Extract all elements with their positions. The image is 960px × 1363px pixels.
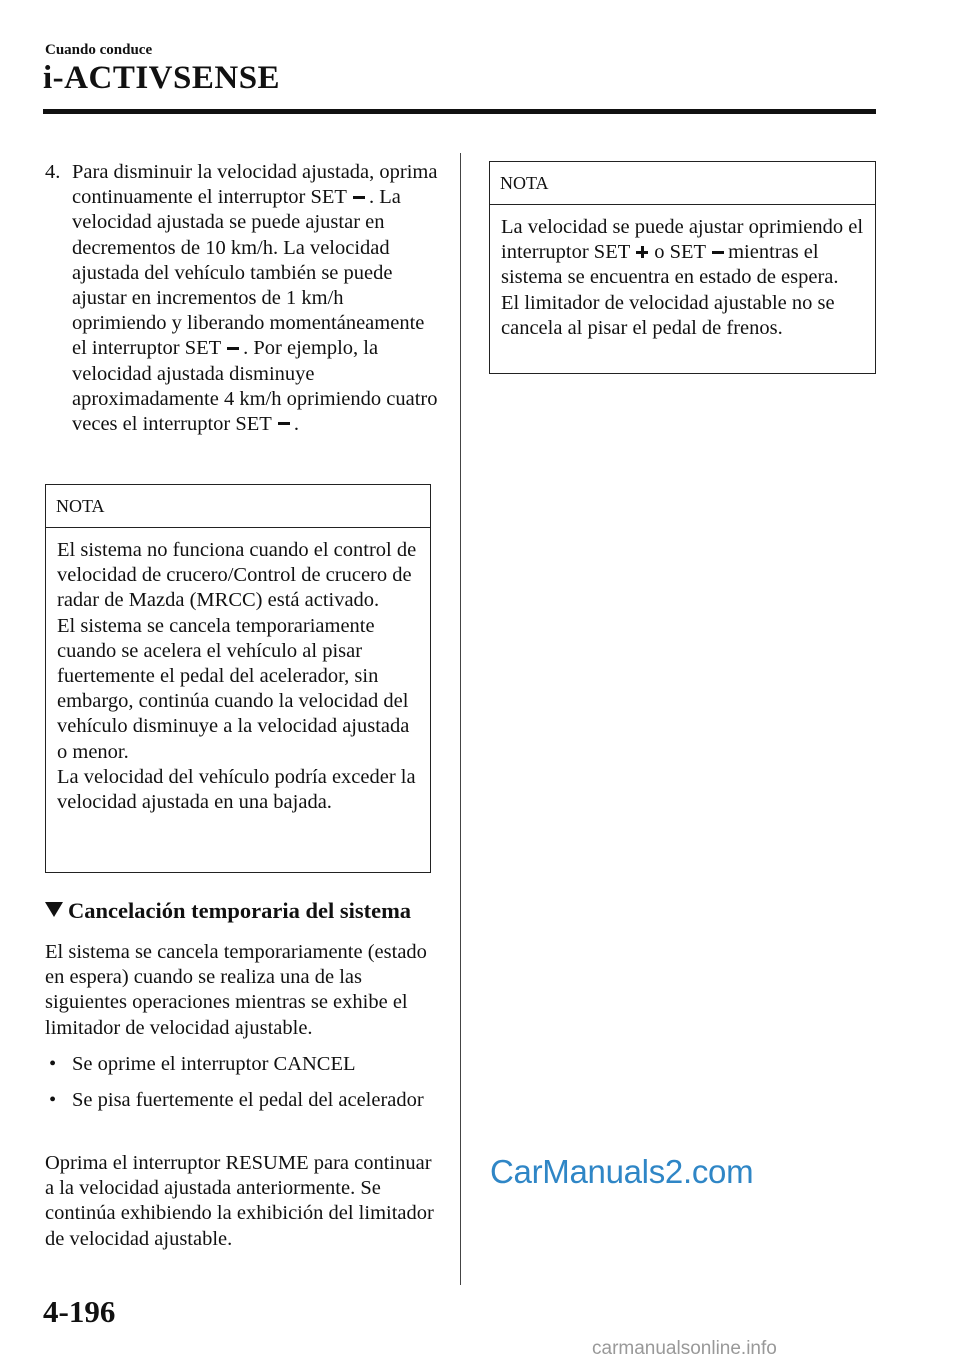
- triangle-down-icon: [45, 902, 63, 917]
- step-text-part-3: . Por ejemplo, la velocidad ajustada disminuye aproximadamente 4 km/h oprimiendo cuatro veces el interruptor SET: [72, 337, 438, 436]
- list-item: [45, 1052, 445, 1077]
- step-text-part-1: Para disminuir la velocidad ajustada, oprima continuamente el interruptor SET: [72, 161, 438, 209]
- chapter-title: i-ACTIVSENSE: [43, 60, 281, 96]
- list-item-text: Se pisa fuertemente el pedal del acelerador: [72, 1089, 424, 1112]
- note-line: [501, 215, 865, 291]
- note-body: [490, 205, 875, 341]
- minus-icon: [278, 422, 290, 425]
- step-number: 4.: [45, 161, 61, 183]
- step-text: [72, 160, 440, 437]
- list-item-text: Se oprime el interruptor CANCEL: [72, 1053, 356, 1075]
- step-text-part-2: . La velocidad ajustada se puede ajustar en decrementos de 10 km/h. La velocidad ajustada del vehículo también se puede ajustar en incrementos de 1 km/h oprimiendo y liberando momentáneamente el interruptor SET: [72, 186, 425, 360]
- note-line: El sistema no funciona cuando el control de velocidad de crucero/Control de crucero de radar de Mazda (MRCC) está activado.: [57, 539, 417, 612]
- note-text-part-1: La velocidad se puede ajustar oprimiendo el interruptor SET: [501, 216, 864, 264]
- note-title: NOTA: [490, 162, 875, 205]
- minus-icon: [712, 251, 724, 254]
- step-text-part-4: .: [293, 413, 299, 436]
- column-divider: [460, 153, 461, 1285]
- header-rule: [43, 109, 876, 114]
- watermark-logo: CarManuals2.com: [490, 1153, 754, 1190]
- section-label: Cuando conduce: [45, 42, 153, 58]
- note-body: [46, 528, 430, 815]
- note-line: La velocidad del vehículo podría exceder la velocidad ajustada en una bajada.: [57, 765, 416, 814]
- plus-icon: [636, 246, 648, 258]
- minus-icon: [227, 347, 239, 350]
- note-text-part-3: mientras el sistema se encuentra en estado de espera.: [501, 241, 839, 289]
- note-text-part-2: o SET: [654, 241, 707, 264]
- section-heading: [45, 898, 411, 924]
- section-intro: El sistema se cancela temporariamente (estado en espera) cuando se realiza una de las siguientes operaciones mientras se exhibe el limitador de velocidad ajustable.: [45, 941, 427, 1039]
- note-box-1: [45, 484, 431, 873]
- note-box-2: [489, 161, 876, 374]
- bullet-icon: •: [49, 1053, 57, 1075]
- note-line: El limitador de velocidad ajustable no se cancela al pisar el pedal de frenos.: [501, 291, 835, 339]
- resume-paragraph: Oprima el interruptor RESUME para continuar a la velocidad ajustada anteriormente. Se continúa exhibiendo la exhibición del limitador de velocidad ajustable.: [45, 1152, 434, 1250]
- bullet-icon: •: [49, 1089, 57, 1112]
- footer-site-text: carmanualsonline.info: [592, 1338, 777, 1359]
- minus-icon: [353, 196, 365, 199]
- note-title: NOTA: [46, 485, 430, 528]
- note-line: El sistema se cancela temporariamente cuando se acelera el vehículo al pisar fuertemente el pedal del acelerador, sin embargo, continúa cuando la velocidad del vehículo disminuye a la velocidad ajustada o menor.: [57, 614, 410, 763]
- step-4: [45, 160, 440, 437]
- list-item: [45, 1088, 445, 1113]
- bullet-list: [45, 1052, 445, 1124]
- page-number: 4-196: [43, 1294, 116, 1329]
- section-heading-text: Cancelación temporaria del sistema: [68, 898, 412, 923]
